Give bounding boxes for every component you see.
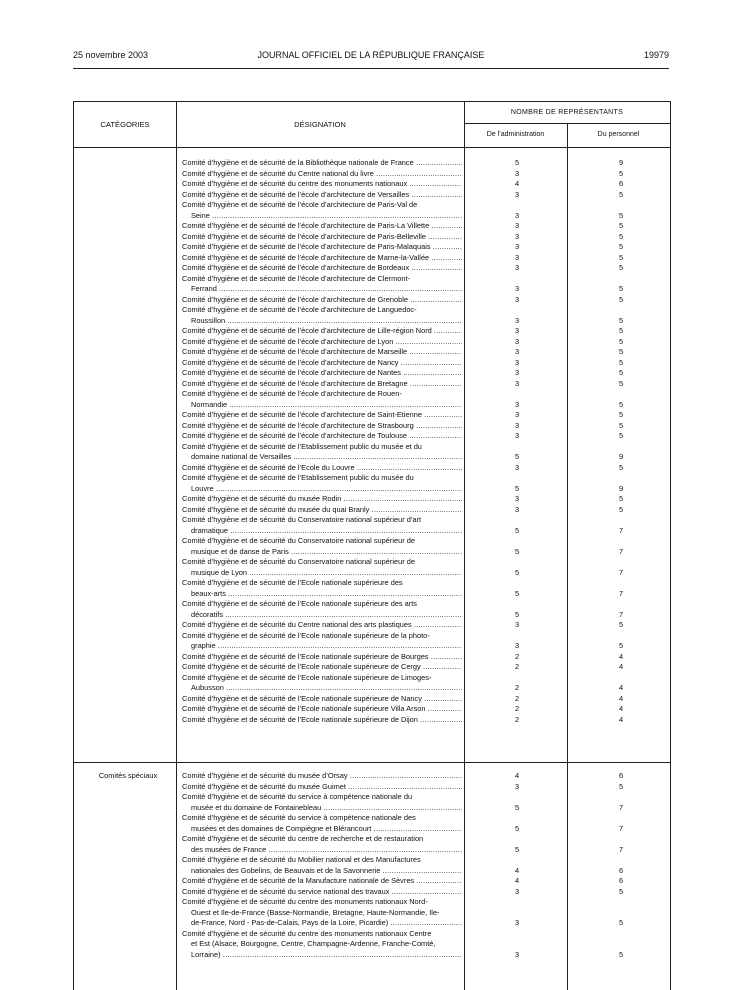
designation-line: Comité d’hygiène et de sécurité de la Bibliothèque nationale de France ..... [182,158,462,169]
designation-cell [182,662,462,673]
table-row [74,792,670,813]
designation-line: Comité d’hygiène et de sécurité de l’Etablissement public du musée du [182,473,414,482]
table-row [74,704,670,715]
designation-line: Seine ..... [182,211,462,222]
table-row [74,652,670,663]
designation-line: Comité d’hygiène et de sécurité de l’école d’architecture de Lyon ..... [182,337,462,348]
admin-count: 4 [514,865,520,875]
admin-count: 2 [514,714,520,724]
category-label: Comités spéciaux [98,771,158,780]
personnel-count: 5 [618,336,624,346]
designation-line: Comité d’hygiène et de sécurité de l’école d’architecture de Paris-La Villette ..... [182,221,462,232]
col-header-admin: De l’administration [486,131,545,138]
personnel-count: 5 [618,378,624,388]
designation-cell [182,620,462,631]
divider [74,147,670,148]
designation-line: Comité d’hygiène et de sécurité de l’Ecole nationale supérieure de Limoges- [182,672,432,682]
designation-cell [182,929,462,961]
table-row [74,179,670,190]
designation-line: Louvre ..... [182,484,462,495]
admin-count: 5 [514,588,520,598]
designation-line: Comité d’hygiène et de sécurité du service à compétence nationale du [182,792,413,801]
divider [74,762,670,763]
table-row [74,421,670,432]
personnel-count: 4 [618,683,624,692]
admin-count: 3 [514,231,520,241]
col-header-designation: DÉSIGNATION [294,120,346,129]
personnel-count: 5 [618,357,624,367]
personnel-count: 5 [618,242,624,251]
table-row [74,494,670,505]
designation-cell [182,897,462,929]
admin-count: 5 [514,483,520,493]
designation-cell [182,557,462,578]
designation-cell [182,704,462,715]
table-row [74,221,670,232]
designation-line: Roussillon ..... [182,316,462,327]
designation-line: Comité d’hygiène et de sécurité du musée Guimet ..... [182,782,462,793]
table-row [74,834,670,855]
designation-cell [182,473,462,494]
page-number: 19979 [643,50,669,60]
designation-line: Ferrand ..... [182,284,462,295]
designation-line: Ouest et Ile-de-France (Basse-Normandie, Bretagne, Haute-Normandie, Ile- [191,907,440,917]
admin-count: 3 [514,620,520,629]
table-row [74,673,670,694]
table-row [74,410,670,421]
designation-line: Comité d’hygiène et de sécurité de l’école d’architecture de Bordeaux ..... [182,263,462,274]
designation-cell [182,200,462,221]
designation-line: Comité d’hygiène et de sécurité de l’Ecole du Louvre ..... [182,463,462,474]
designation-line: Lorraine) ..... [182,950,462,961]
table-row [74,169,670,180]
designation-line: Comité d’hygiène et de sécurité de l’école d’architecture de Paris-Malaquais ..... [182,242,462,253]
designation-cell [182,253,462,264]
table-row [74,431,670,442]
designation-cell [182,515,462,536]
personnel-count: 5 [618,410,624,419]
admin-count: 4 [514,179,520,188]
personnel-count: 7 [618,546,624,556]
personnel-count: 7 [618,609,624,619]
personnel-count: 6 [618,865,624,875]
designation-line: Comité d’hygiène et de sécurité de l’Ecole nationale supérieure de Nancy ..... [182,694,462,705]
personnel-count: 4 [618,651,624,661]
admin-count: 3 [514,410,520,419]
designation-cell [182,190,462,201]
table-row [74,782,670,793]
designation-line: Comité d’hygiène et de sécurité du musée du quai Branly ..... [182,505,462,516]
personnel-count: 5 [618,641,624,650]
table-row [74,536,670,557]
personnel-count: 9 [618,158,624,167]
personnel-count: 5 [618,949,624,959]
designation-cell [182,792,462,813]
personnel-count: 5 [618,399,624,409]
admin-count: 3 [514,168,520,178]
designation-cell [182,813,462,834]
personnel-count: 5 [618,781,624,791]
admin-count: 2 [514,662,520,671]
designation-line: Comité d’hygiène et de sécurité de l’Ecole nationale supérieure des arts [182,599,417,608]
table-row [74,715,670,726]
personnel-count: 5 [618,368,624,377]
designation-line: et Est (Alsace, Bourgogne, Centre, Champagne-Ardenne, Franche-Comté, [191,939,436,948]
designation-cell [182,421,462,432]
page-header [73,50,669,62]
personnel-count: 5 [618,420,624,430]
designation-cell [182,221,462,232]
table-row [74,305,670,326]
designation-cell [182,494,462,505]
table-row [74,694,670,705]
designation-cell [182,305,462,326]
designation-cell [182,673,462,694]
designation-line: Comité d’hygiène et de sécurité de la Manufacture nationale de Sèvres ..... [182,876,462,887]
admin-count: 3 [514,263,520,272]
admin-count: 5 [514,823,520,833]
admin-count: 4 [514,876,520,885]
designation-line: Comité d’hygiène et de sécurité de l’école d’architecture de Saint-Etienne ..... [182,410,462,421]
designation-cell [182,536,462,557]
personnel-count: 4 [618,714,624,724]
designation-line: des musées de France ..... [182,845,462,856]
table-row [74,813,670,834]
personnel-count: 6 [618,771,624,780]
table-row [74,253,670,264]
designation-line: Comité d’hygiène et de sécurité du Conservatoire national supérieur de [182,557,415,566]
designation-cell [182,834,462,855]
admin-count: 5 [514,844,520,854]
admin-count: 5 [514,609,520,619]
admin-count: 4 [514,771,520,780]
admin-count: 2 [514,651,520,661]
designation-line: Comité d’hygiène et de sécurité de l’école d’architecture de Bretagne ..... [182,379,462,390]
designation-line: Comité d’hygiène et de sécurité de l’Etablissement public du musée et du [182,441,422,451]
personnel-count: 5 [618,294,624,304]
personnel-count: 6 [618,179,624,188]
designation-line: Comité d’hygiène et de sécurité du musée Rodin ..... [182,494,462,505]
designation-line: Aubusson ..... [182,683,462,694]
designation-line: Comité d’hygiène et de sécurité du Conservatoire national supérieur d’art [182,515,422,524]
personnel-count: 9 [618,452,624,461]
col-header-group: NOMBRE DE REPRÉSENTANTS [510,109,624,116]
table-row [74,929,670,961]
representatives-table [73,101,671,990]
personnel-count: 5 [618,231,624,241]
designation-cell [182,431,462,442]
designation-line: Comité d’hygiène et de sécurité de l’école d’architecture de Paris-Val de [182,200,418,209]
table-row [74,662,670,673]
designation-cell [182,368,462,379]
personnel-count: 5 [618,221,624,230]
table-row [74,897,670,929]
designation-cell [182,715,462,726]
designation-line: beaux-arts ..... [182,589,462,600]
journal-title: JOURNAL OFFICIEL DE LA RÉPUBLIQUE FRANÇAISE [257,50,485,60]
table-row [74,326,670,337]
personnel-count: 5 [618,620,624,629]
table-row [74,473,670,494]
designation-line: Comité d’hygiène et de sécurité de l’école d’architecture de Nancy ..... [182,358,462,369]
admin-count: 3 [514,326,520,335]
designation-line: Comité d’hygiène et de sécurité de l’école d’architecture de Toulouse ..... [182,431,462,442]
admin-count: 3 [514,399,520,409]
designation-cell [182,326,462,337]
designation-line: décoratifs ..... [182,610,462,621]
admin-count: 3 [514,210,520,220]
designation-line: Comité d’hygiène et de sécurité de l’école d’architecture de Rouen- [182,389,402,398]
table-row [74,505,670,516]
designation-cell [182,347,462,358]
personnel-count: 5 [618,284,624,293]
designation-cell [182,179,462,190]
personnel-count: 4 [618,704,624,713]
designation-cell [182,578,462,599]
col-header-personnel: Du personnel [597,131,640,138]
designation-line: Comité d’hygiène et de sécurité de l’école d’architecture de Strasbourg ..... [182,421,462,432]
designation-cell [182,876,462,887]
personnel-count: 5 [618,315,624,325]
designation-cell [182,337,462,348]
designation-line: de-France, Nord - Pas-de-Calais, Pays de la Loire, Picardie) ..... [182,918,462,929]
designation-line: Comité d’hygiène et de sécurité du service à compétence nationale des [182,813,416,822]
admin-count: 3 [514,336,520,346]
personnel-count: 5 [618,252,624,262]
admin-count: 3 [514,949,520,959]
admin-count: 3 [514,347,520,356]
designation-line: Comité d’hygiène et de sécurité du Centre national du livre ..... [182,169,462,180]
designation-line: Comité d’hygiène et de sécurité de l’école d’architecture de Clermont- [182,273,410,283]
designation-cell [182,599,462,620]
admin-count: 3 [514,504,520,514]
personnel-count: 7 [618,588,624,598]
admin-count: 2 [514,683,520,692]
admin-count: 2 [514,704,520,713]
designation-cell [182,631,462,652]
table-row [74,379,670,390]
personnel-count: 7 [618,802,624,812]
designation-line: Comité d’hygiène et de sécurité de l’Ecole nationale supérieure de Cergy ..... [182,662,462,673]
designation-line: dramatique ..... [182,526,462,537]
designation-line: Comité d’hygiène et de sécurité de l’école d’architecture de Marne-la-Vallée ..... [182,253,462,264]
table-row [74,887,670,898]
designation-cell [182,295,462,306]
designation-line: Comité d’hygiène et de sécurité de l’école d’architecture de Grenoble ..... [182,295,462,306]
admin-count: 3 [514,420,520,430]
table-row [74,620,670,631]
personnel-count: 6 [618,876,624,885]
designation-line: musique de Lyon ..... [182,568,462,579]
designation-line: Comité d’hygiène et de sécurité de l’école d’architecture de Versailles ..... [182,190,462,201]
header-rule [73,68,669,69]
personnel-count: 4 [618,693,624,703]
admin-count: 5 [514,802,520,812]
admin-count: 3 [514,494,520,503]
designation-line: graphie ..... [182,641,462,652]
admin-count: 5 [514,452,520,461]
designation-line: Comité d’hygiène et de sécurité du Centre national des arts plastiques ..... [182,620,462,631]
designation-line: Comité d’hygiène et de sécurité du centre des monuments nationaux Centre [182,928,432,938]
designation-line: musique et de danse de Paris ..... [182,547,462,558]
designation-line: Comité d’hygiène et de sécurité du Conservatoire national supérieur de [182,536,415,545]
personnel-count: 5 [618,210,624,220]
designation-line: Comité d’hygiène et de sécurité du centre des monuments nationaux Nord- [182,897,428,906]
designation-cell [182,389,462,410]
admin-count: 3 [514,641,520,650]
table-row [74,358,670,369]
designation-line: Comité d’hygiène et de sécurité de l’Ecole nationale supérieure Villa Arson ..... [182,704,462,715]
designation-cell [182,358,462,369]
designation-line: nationales des Gobelins, de Beauvais et de la Savonnerie ..... [182,866,462,877]
personnel-count: 5 [618,326,624,335]
designation-line: Comité d’hygiène et de sécurité de l’Ecole nationale supérieure des [182,578,403,587]
table-row [74,190,670,201]
designation-line: Comité d’hygiène et de sécurité du service national des travaux ..... [182,887,462,898]
designation-cell [182,782,462,793]
personnel-count: 5 [618,189,624,199]
personnel-count: 5 [618,462,624,472]
personnel-count: 7 [618,525,624,535]
table-row [74,295,670,306]
table-row [74,232,670,243]
designation-line: Comité d’hygiène et de sécurité de l’école d’architecture de Lille-région Nord ..... [182,326,462,337]
designation-line: Comité d’hygiène et de sécurité du centre des monuments nationaux ..... [182,179,462,190]
personnel-count: 9 [618,483,624,493]
designation-line: Comité d’hygiène et de sécurité du Mobilier national et des Manufactures [182,855,421,864]
admin-count: 3 [514,284,520,293]
personnel-count: 5 [618,263,624,272]
table-row [74,771,670,782]
designation-cell [182,694,462,705]
admin-count: 3 [514,378,520,388]
admin-count: 3 [514,189,520,199]
table-row [74,274,670,295]
designation-line: Comité d’hygiène et de sécurité de l’école d’architecture de Marseille ..... [182,347,462,358]
designation-cell [182,379,462,390]
designation-line: Comité d’hygiène et de sécurité de l’Ecole nationale supérieure de la photo- [182,630,430,640]
admin-count: 3 [514,886,520,896]
designation-cell [182,463,462,474]
admin-count: 3 [514,252,520,262]
admin-count: 3 [514,431,520,440]
designation-line: Comité d’hygiène et de sécurité de l’Ecole nationale supérieure de Bourges ..... [182,652,462,663]
issue-date: 25 novembre 2003 [73,50,149,60]
designation-cell [182,169,462,180]
table-row [74,200,670,221]
designation-line: Comité d’hygiène et de sécurité de l’Ecole nationale supérieure de Dijon ..... [182,715,462,726]
admin-count: 5 [514,546,520,556]
table-row [74,389,670,410]
admin-count: 5 [514,525,520,535]
designation-cell [182,232,462,243]
designation-line: Comité d’hygiène et de sécurité de l’école d’architecture de Languedoc- [182,305,417,314]
admin-count: 3 [514,918,520,927]
designation-cell [182,505,462,516]
personnel-count: 5 [618,494,624,503]
table-row [74,578,670,599]
personnel-count: 5 [618,504,624,514]
admin-count: 3 [514,221,520,230]
designation-line: Comité d’hygiène et de sécurité du musée d’Orsay ..... [182,771,462,782]
table-row [74,158,670,169]
admin-count: 2 [514,693,520,703]
designation-cell [182,410,462,421]
personnel-count: 5 [618,168,624,178]
personnel-count: 5 [618,886,624,896]
admin-count: 3 [514,368,520,377]
table-row [74,463,670,474]
designation-cell [182,887,462,898]
designation-cell [182,158,462,169]
table-row [74,263,670,274]
personnel-count: 5 [618,431,624,440]
table-row [74,876,670,887]
table-row [74,442,670,463]
table-row [74,515,670,536]
table-row [74,557,670,578]
personnel-count: 4 [618,662,624,671]
designation-cell [182,771,462,782]
table-row [74,599,670,620]
personnel-count: 5 [618,918,624,927]
personnel-count: 5 [618,347,624,356]
designation-cell [182,652,462,663]
admin-count: 3 [514,315,520,325]
admin-count: 3 [514,357,520,367]
table-row [74,368,670,379]
designation-line: Comité d’hygiène et de sécurité de l’école d’architecture de Nantes ..... [182,368,462,379]
designation-cell [182,242,462,253]
designation-cell [182,263,462,274]
table-row [74,855,670,876]
designation-line: Comité d’hygiène et de sécurité de l’école d’architecture de Paris-Belleville ..... [182,232,462,243]
table-row [74,242,670,253]
col-header-categories: CATÉGORIES [100,120,150,129]
admin-count: 3 [514,242,520,251]
admin-count: 3 [514,781,520,791]
admin-count: 3 [514,294,520,304]
designation-cell [182,442,462,463]
designation-cell [182,855,462,876]
designation-line: domaine national de Versailles ..... [182,452,462,463]
designation-line: Normandie ..... [182,400,462,411]
designation-line: musées et des domaines de Compiègne et Blérancourt ..... [182,824,462,835]
personnel-count: 7 [618,823,624,833]
designation-line: musée et du domaine de Fontainebleau ..... [182,803,462,814]
designation-cell [182,274,462,295]
personnel-count: 7 [618,844,624,854]
table-row [74,337,670,348]
admin-count: 5 [514,567,520,577]
admin-count: 5 [514,158,520,167]
admin-count: 3 [514,462,520,472]
table-row [74,347,670,358]
table-row [74,631,670,652]
designation-line: Comité d’hygiène et de sécurité du centre de recherche et de restauration [182,834,424,843]
personnel-count: 7 [618,567,624,577]
divider [464,123,670,124]
